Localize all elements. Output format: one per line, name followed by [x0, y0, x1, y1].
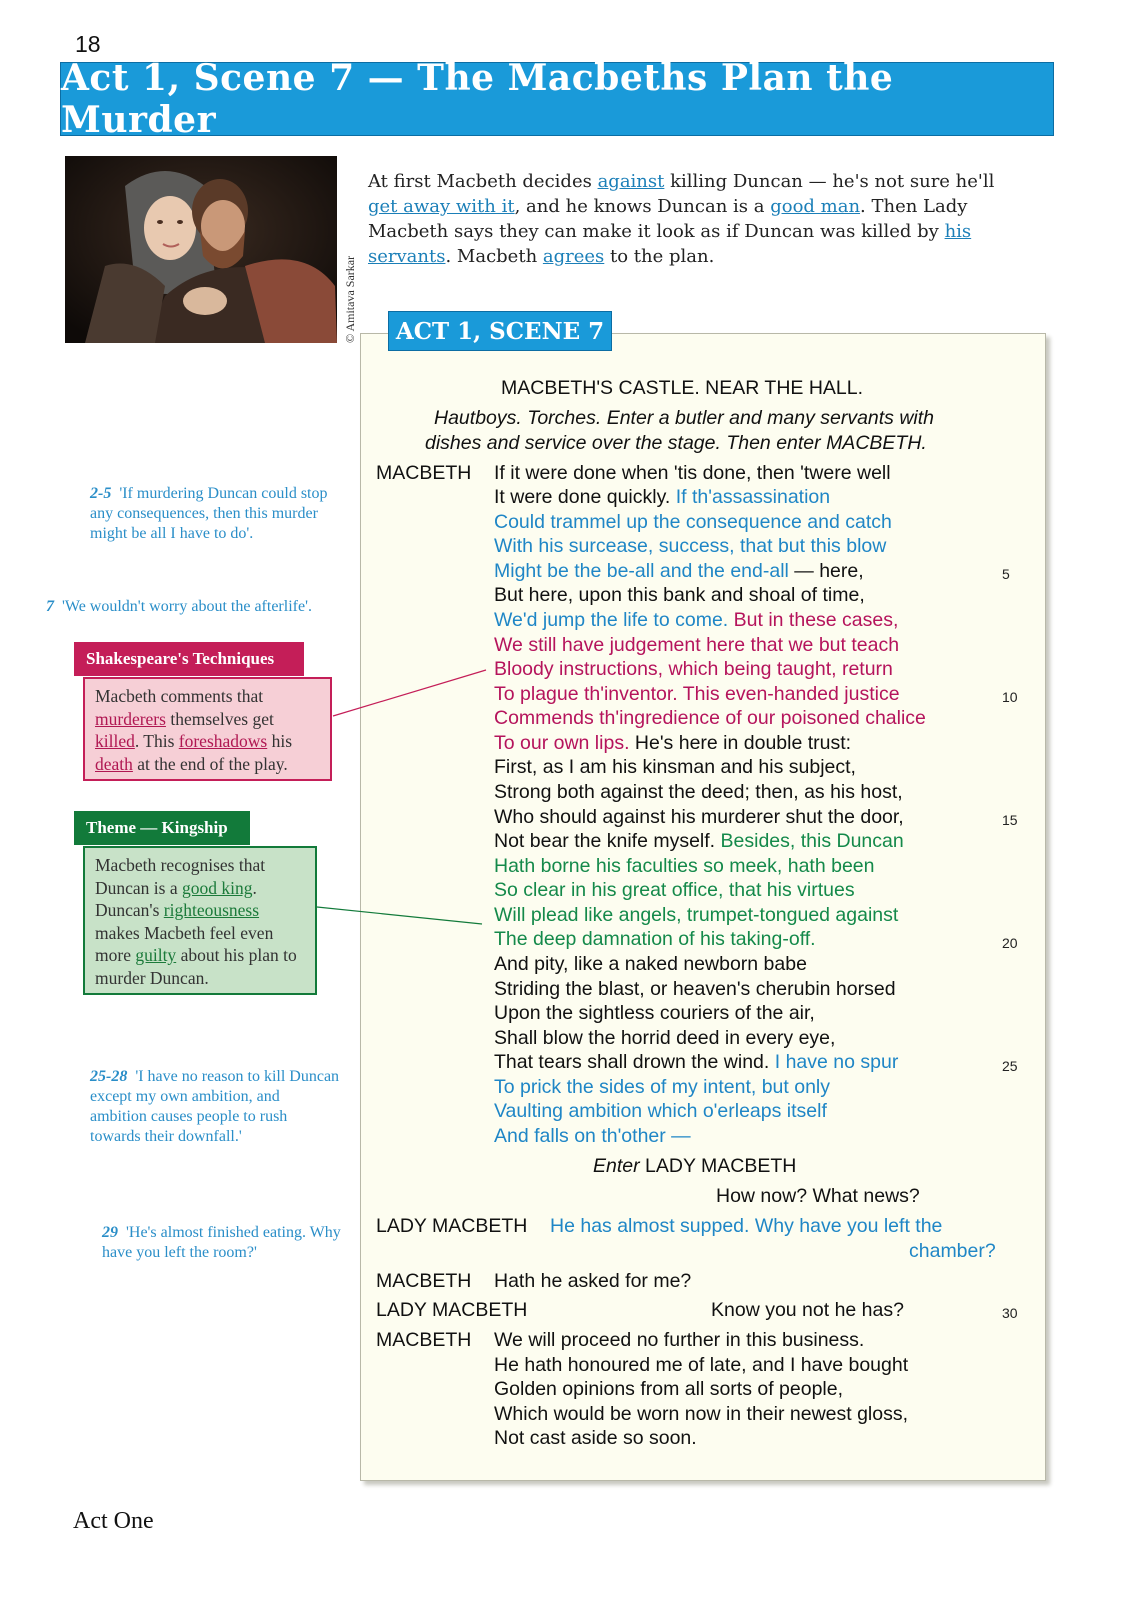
verse-line: So clear in his great office, that his virtues [494, 879, 855, 901]
verse-line: Upon the sightless couriers of the air, [494, 1002, 815, 1024]
verse-line: Bloody instructions, which being taught, return [494, 658, 893, 680]
speaker-lady-macbeth: LADY MACBETH [376, 1215, 528, 1237]
verse-line: Commends th'ingredience of our poisoned chalice [494, 707, 926, 729]
page-number: 18 [75, 31, 101, 57]
verse-line: Golden opinions from all sorts of people, [494, 1378, 844, 1400]
intro-link-against: against [597, 171, 665, 192]
verse-line: We will proceed no further in this business. [494, 1329, 865, 1351]
verse-line: Strong both against the deed; then, as his host, [494, 781, 903, 803]
speaker-macbeth: MACBETH [376, 1270, 472, 1292]
speaker-macbeth: MACBETH [376, 1329, 472, 1351]
speaker-lady-macbeth: LADY MACBETH [376, 1299, 528, 1321]
verse-line: With his surcease, success, that but this blow [494, 535, 887, 557]
verse-line: Know you not he has? [711, 1299, 904, 1321]
speaker-macbeth: MACBETH [376, 462, 472, 484]
theme-box: Macbeth recognises that Duncan is a good king. Duncan's righteousness makes Macbeth feel even more guilty about his plan to murder Duncan. [83, 846, 317, 995]
verse-line: Not bear the knife myself. Besides, this Duncan [494, 830, 904, 852]
verse-line: First, as I am his kinsman and his subject, [494, 756, 856, 778]
techniques-tag: Shakespeare's Techniques [74, 642, 304, 676]
verse-line: Who should against his murderer shut the door, [494, 806, 904, 828]
intro-link-servants: his servants [368, 221, 972, 267]
theme-tag: Theme — Kingship [74, 811, 250, 845]
margin-note-2-5: 2-5 'If murdering Duncan could stop any consequences, then this murder might be all I have to do'. [90, 485, 328, 542]
line-number: 25 [1002, 1058, 1018, 1074]
photo-credit: © Amitava Sarkar [343, 255, 357, 343]
verse-line: That tears shall drown the wind. I have no spur [494, 1051, 899, 1073]
stage-direction-1: Hautboys. Torches. Enter a butler and many servants with [434, 407, 935, 429]
verse-line: Could trammel up the consequence and catch [494, 511, 892, 533]
verse-line: He hath honoured me of late, and I have bought [494, 1354, 909, 1376]
page-title: Act 1, Scene 7 — The Macbeths Plan the Murder [61, 57, 894, 141]
line-number: 5 [1002, 566, 1010, 582]
verse-line: And pity, like a naked newborn babe [494, 953, 807, 975]
stage-direction-2: dishes and service over the stage. Then enter MACBETH. [425, 432, 927, 454]
verse-line: We'd jump the life to come. But in these cases, [494, 609, 899, 631]
verse-line: Hath borne his faculties so meek, hath been [494, 855, 875, 877]
intro-link-get-away: get away with it [368, 196, 515, 217]
verse-line: Which would be worn now in their newest gloss, [494, 1403, 909, 1425]
verse-line: We still have judgement here that we but teach [494, 634, 900, 656]
stage-direction-enter: Enter LADY MACBETH [593, 1155, 797, 1177]
verse-line: chamber? [909, 1240, 996, 1262]
scene-tag: ACT 1, SCENE 7 [388, 311, 612, 351]
intro-link-agrees: agrees [542, 246, 605, 267]
verse-line: Not cast aside so soon. [494, 1427, 697, 1449]
verse-line: To plague th'inventor. This even-handed justice [494, 683, 900, 705]
verse-line: He has almost supped. Why have you left the [550, 1215, 943, 1237]
verse-line: The deep damnation of his taking-off. [494, 928, 816, 950]
margin-note-29: 29 'He's almost finished eating. Why have you left the room?' [102, 1224, 341, 1261]
intro-paragraph: At first Macbeth decides against killing Duncan — he's not sure he'll get away with it, and he knows Duncan is a good man. Then Lady Macbeth says they can make it look as if Duncan was killed by his servants. Macbeth agrees to the plan. [368, 171, 995, 267]
intro-link-good-man: good man [770, 196, 861, 217]
margin-note-7: 7 'We wouldn't worry about the afterlife'. [46, 598, 312, 615]
verse-line: Striding the blast, or heaven's cherubin horsed [494, 978, 896, 1000]
verse-line: Will plead like angels, trumpet-tongued against [494, 904, 899, 926]
verse-line: How now? What news? [716, 1185, 920, 1207]
verse-line: Hath he asked for me? [494, 1270, 692, 1292]
margin-note-25-28: 25-28 'I have no reason to kill Duncan except my own ambition, and ambition causes people to rush towards their downfall.' [90, 1068, 340, 1145]
verse-line: To prick the sides of my intent, but only [494, 1076, 830, 1098]
verse-line: To our own lips. He's here in double trust: [494, 732, 852, 754]
verse-line: Vaulting ambition which o'erleaps itself [494, 1100, 827, 1122]
verse-line: But here, upon this bank and shoal of time, [494, 584, 865, 606]
footer-act-label: Act One [73, 1508, 154, 1534]
line-number: 10 [1002, 689, 1018, 705]
techniques-box: Macbeth comments that murderers themselves get killed. This foreshadows his death at the end of the play. [83, 677, 332, 781]
line-number: 15 [1002, 812, 1018, 828]
scene-setting: MACBETH'S CASTLE. NEAR THE HALL. [501, 377, 864, 399]
verse-line: Shall blow the horrid deed in every eye, [494, 1027, 836, 1049]
line-number: 30 [1002, 1305, 1018, 1321]
verse-line: It were done quickly. If th'assassination [494, 486, 831, 508]
verse-line: And falls on th'other — [494, 1125, 691, 1147]
verse-line: Might be the be-all and the end-all — here, [494, 560, 864, 582]
verse-line: If it were done when 'tis done, then 'twere well [494, 462, 891, 484]
line-number: 20 [1002, 935, 1018, 951]
